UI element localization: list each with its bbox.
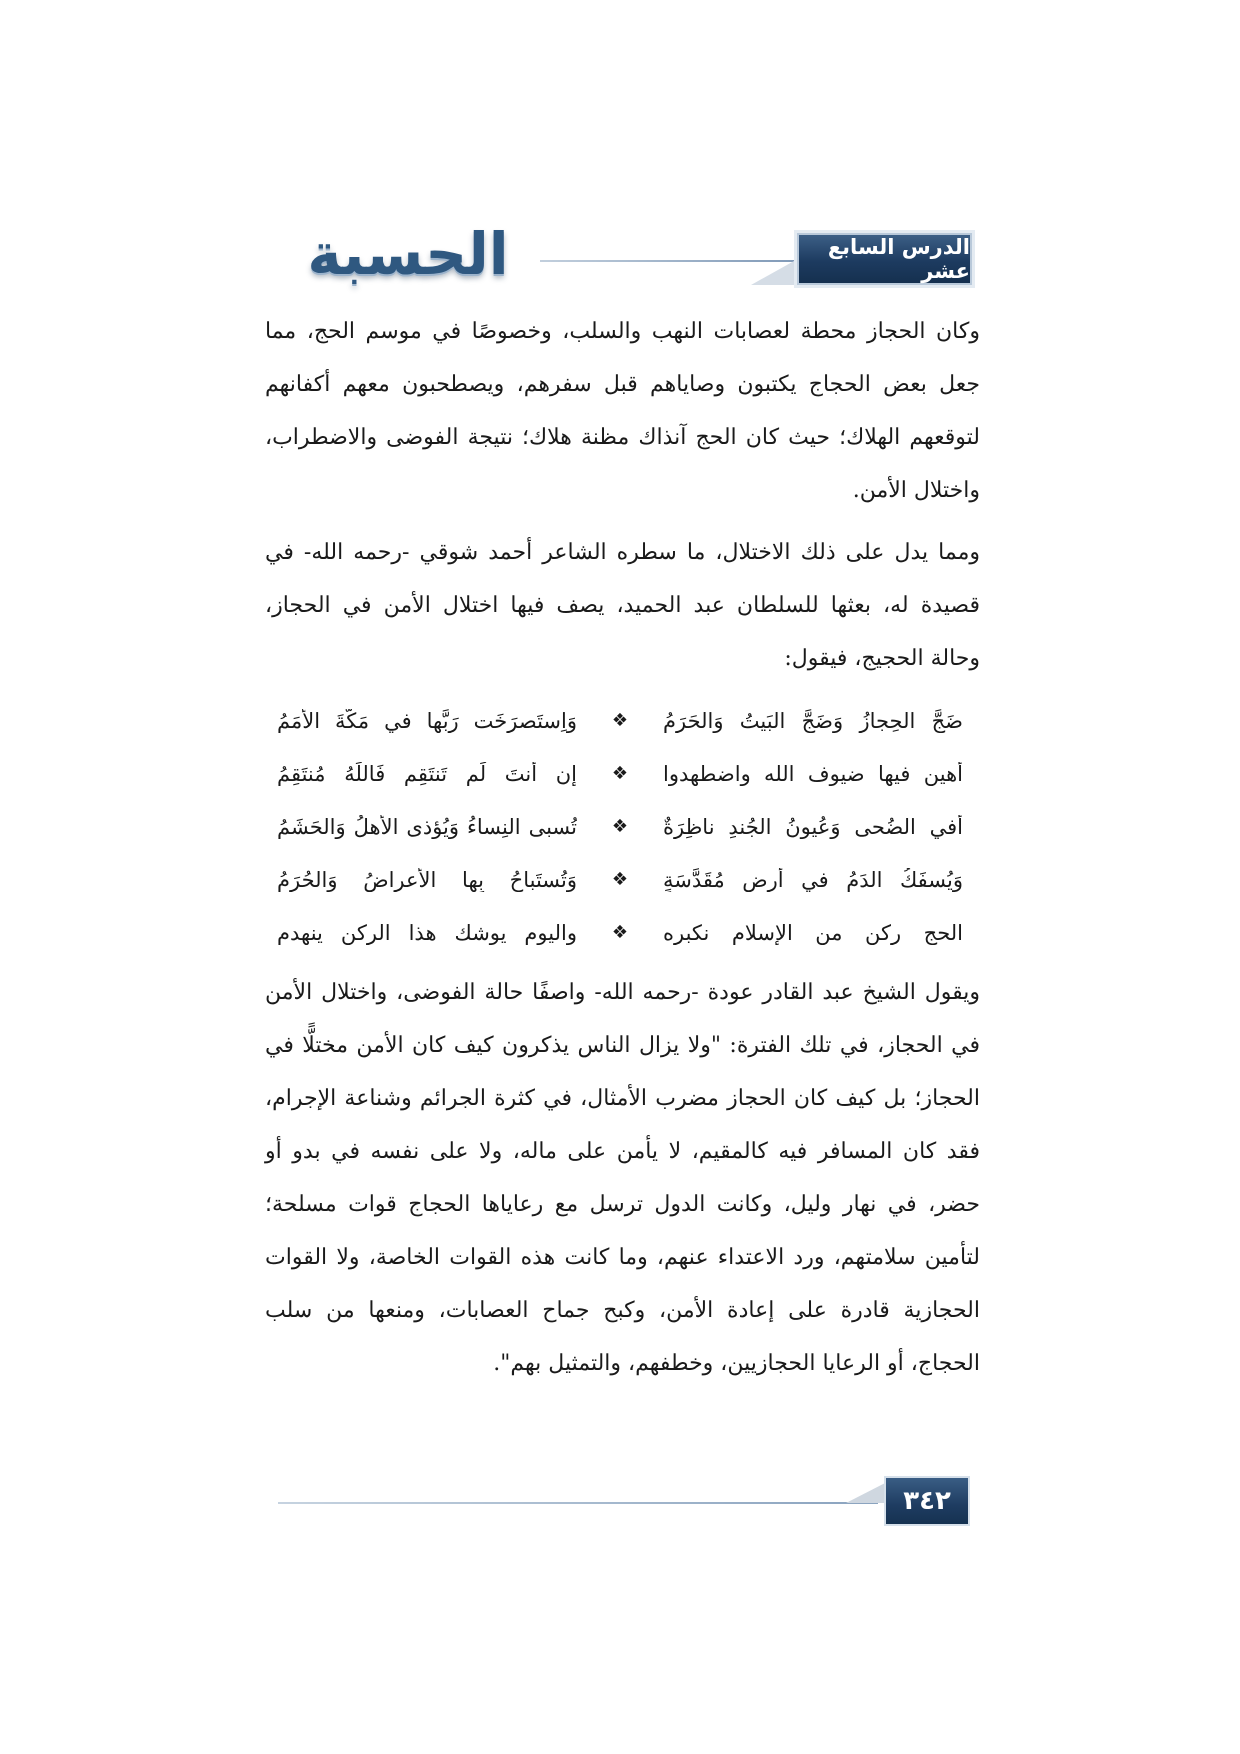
poem-verse	[265, 694, 980, 747]
verse-separator-icon: ❖	[611, 816, 629, 837]
verse-first-hemistich: أَفي الضُحى وَعُيونُ الجُندِ ناظِرَةٌ	[663, 814, 963, 839]
verse-separator-icon: ❖	[611, 869, 629, 890]
verse-second-hemistich: وَتُستَباحُ بِها الأَعراضُ وَالحُرَمُ	[277, 867, 577, 892]
verse-separator-icon: ❖	[611, 922, 629, 943]
verse-separator-icon: ❖	[611, 710, 629, 731]
verse-first-hemistich: أهين فيها ضيوف الله واضطهدوا	[663, 761, 963, 786]
book-title: الحسبة	[307, 220, 509, 288]
poem-verse	[265, 906, 980, 959]
verse-second-hemistich: تُسبى النِساءُ وَيُؤذى الأَهلُ وَالحَشَمُ	[277, 814, 577, 839]
verse-second-hemistich: واليوم يوشك هذا الركن ينهدم	[277, 920, 577, 945]
verse-first-hemistich: ضَجَّ الحِجازُ وَضَجَّ البَيتُ وَالحَرَمُ	[663, 708, 963, 733]
chapter-label: الدرس السابع عشر	[797, 233, 972, 285]
poem-verse	[265, 853, 980, 906]
poem	[265, 694, 980, 959]
verse-first-hemistich: وَيُسفَكُ الدَمُ في أَرضٍ مُقَدَّسَةٍ	[663, 867, 963, 892]
body-paragraph-1: وكان الحجاز محطة لعصابات النهب والسلب، وخصوصًا في موسم الحج، مما جعل بعض الحجاج يكتبون وصاياهم قبل سفرهم، ويصطحبون معهم أكفانهم لتوقعهم الهلاك؛ حيث كان الحج آنذاك مظنة هلاك؛ نتيجة الفوضى والاضطراب، واختلال الأمن.	[265, 319, 980, 503]
header-wedge-decoration	[751, 256, 803, 285]
page-number: ٣٤٢	[886, 1478, 968, 1524]
verse-second-hemistich: وَاِستَصرَخَت رَبَّها في مَكَّةَ الأُمَمُ	[277, 708, 577, 733]
verse-second-hemistich: إِن أَنتَ لَم تَنتَقِم فَاللَهُ مُنتَقِمُ	[277, 761, 577, 786]
poem-verse	[265, 747, 980, 800]
footer-rule	[278, 1502, 878, 1504]
verse-separator-icon: ❖	[611, 763, 629, 784]
body-paragraph-3: ويقول الشيخ عبد القادر عودة -رحمه الله- واصفًا حالة الفوضى، واختلال الأمن في الحجاز، في تلك الفترة: "ولا يزال الناس يذكرون كيف كان الأمن مختلًّا في الحجاز؛ بل كيف كان الحجاز مضرب الأمثال، في كثرة الجرائم وشناعة الإجرام، فقد كان المسافر فيه كالمقيم، لا يأمن على ماله، ولا على نفسه في بدو أو حضر، في نهار وليل، وكانت الدول ترسل مع رعاياها الحجاج قوات مسلحة؛ لتأمين سلامتهم، ورد الاعتداء عنهم، وما كانت هذه القوات الخاصة، ولا القوات الحجازية قادرة على إعادة الأمن، وكبح جماح العصابات، ومنعها من سلب الحجاج، أو الرعايا الحجازيين، وخطفهم، والتمثيل بهم".	[265, 980, 981, 1376]
poem-verse	[265, 800, 980, 853]
footer-wedge-decoration	[846, 1480, 891, 1503]
verse-first-hemistich: الحج ركن من الإسلام نكبره	[663, 920, 963, 945]
body-paragraph-2: ومما يدل على ذلك الاختلال، ما سطره الشاعر أحمد شوقي -رحمه الله- في قصيدة له، بعثها للسلطان عبد الحميد، يصف فيها اختلال الأمن في الحجاز، وحالة الحجيج، فيقول:	[265, 540, 980, 671]
